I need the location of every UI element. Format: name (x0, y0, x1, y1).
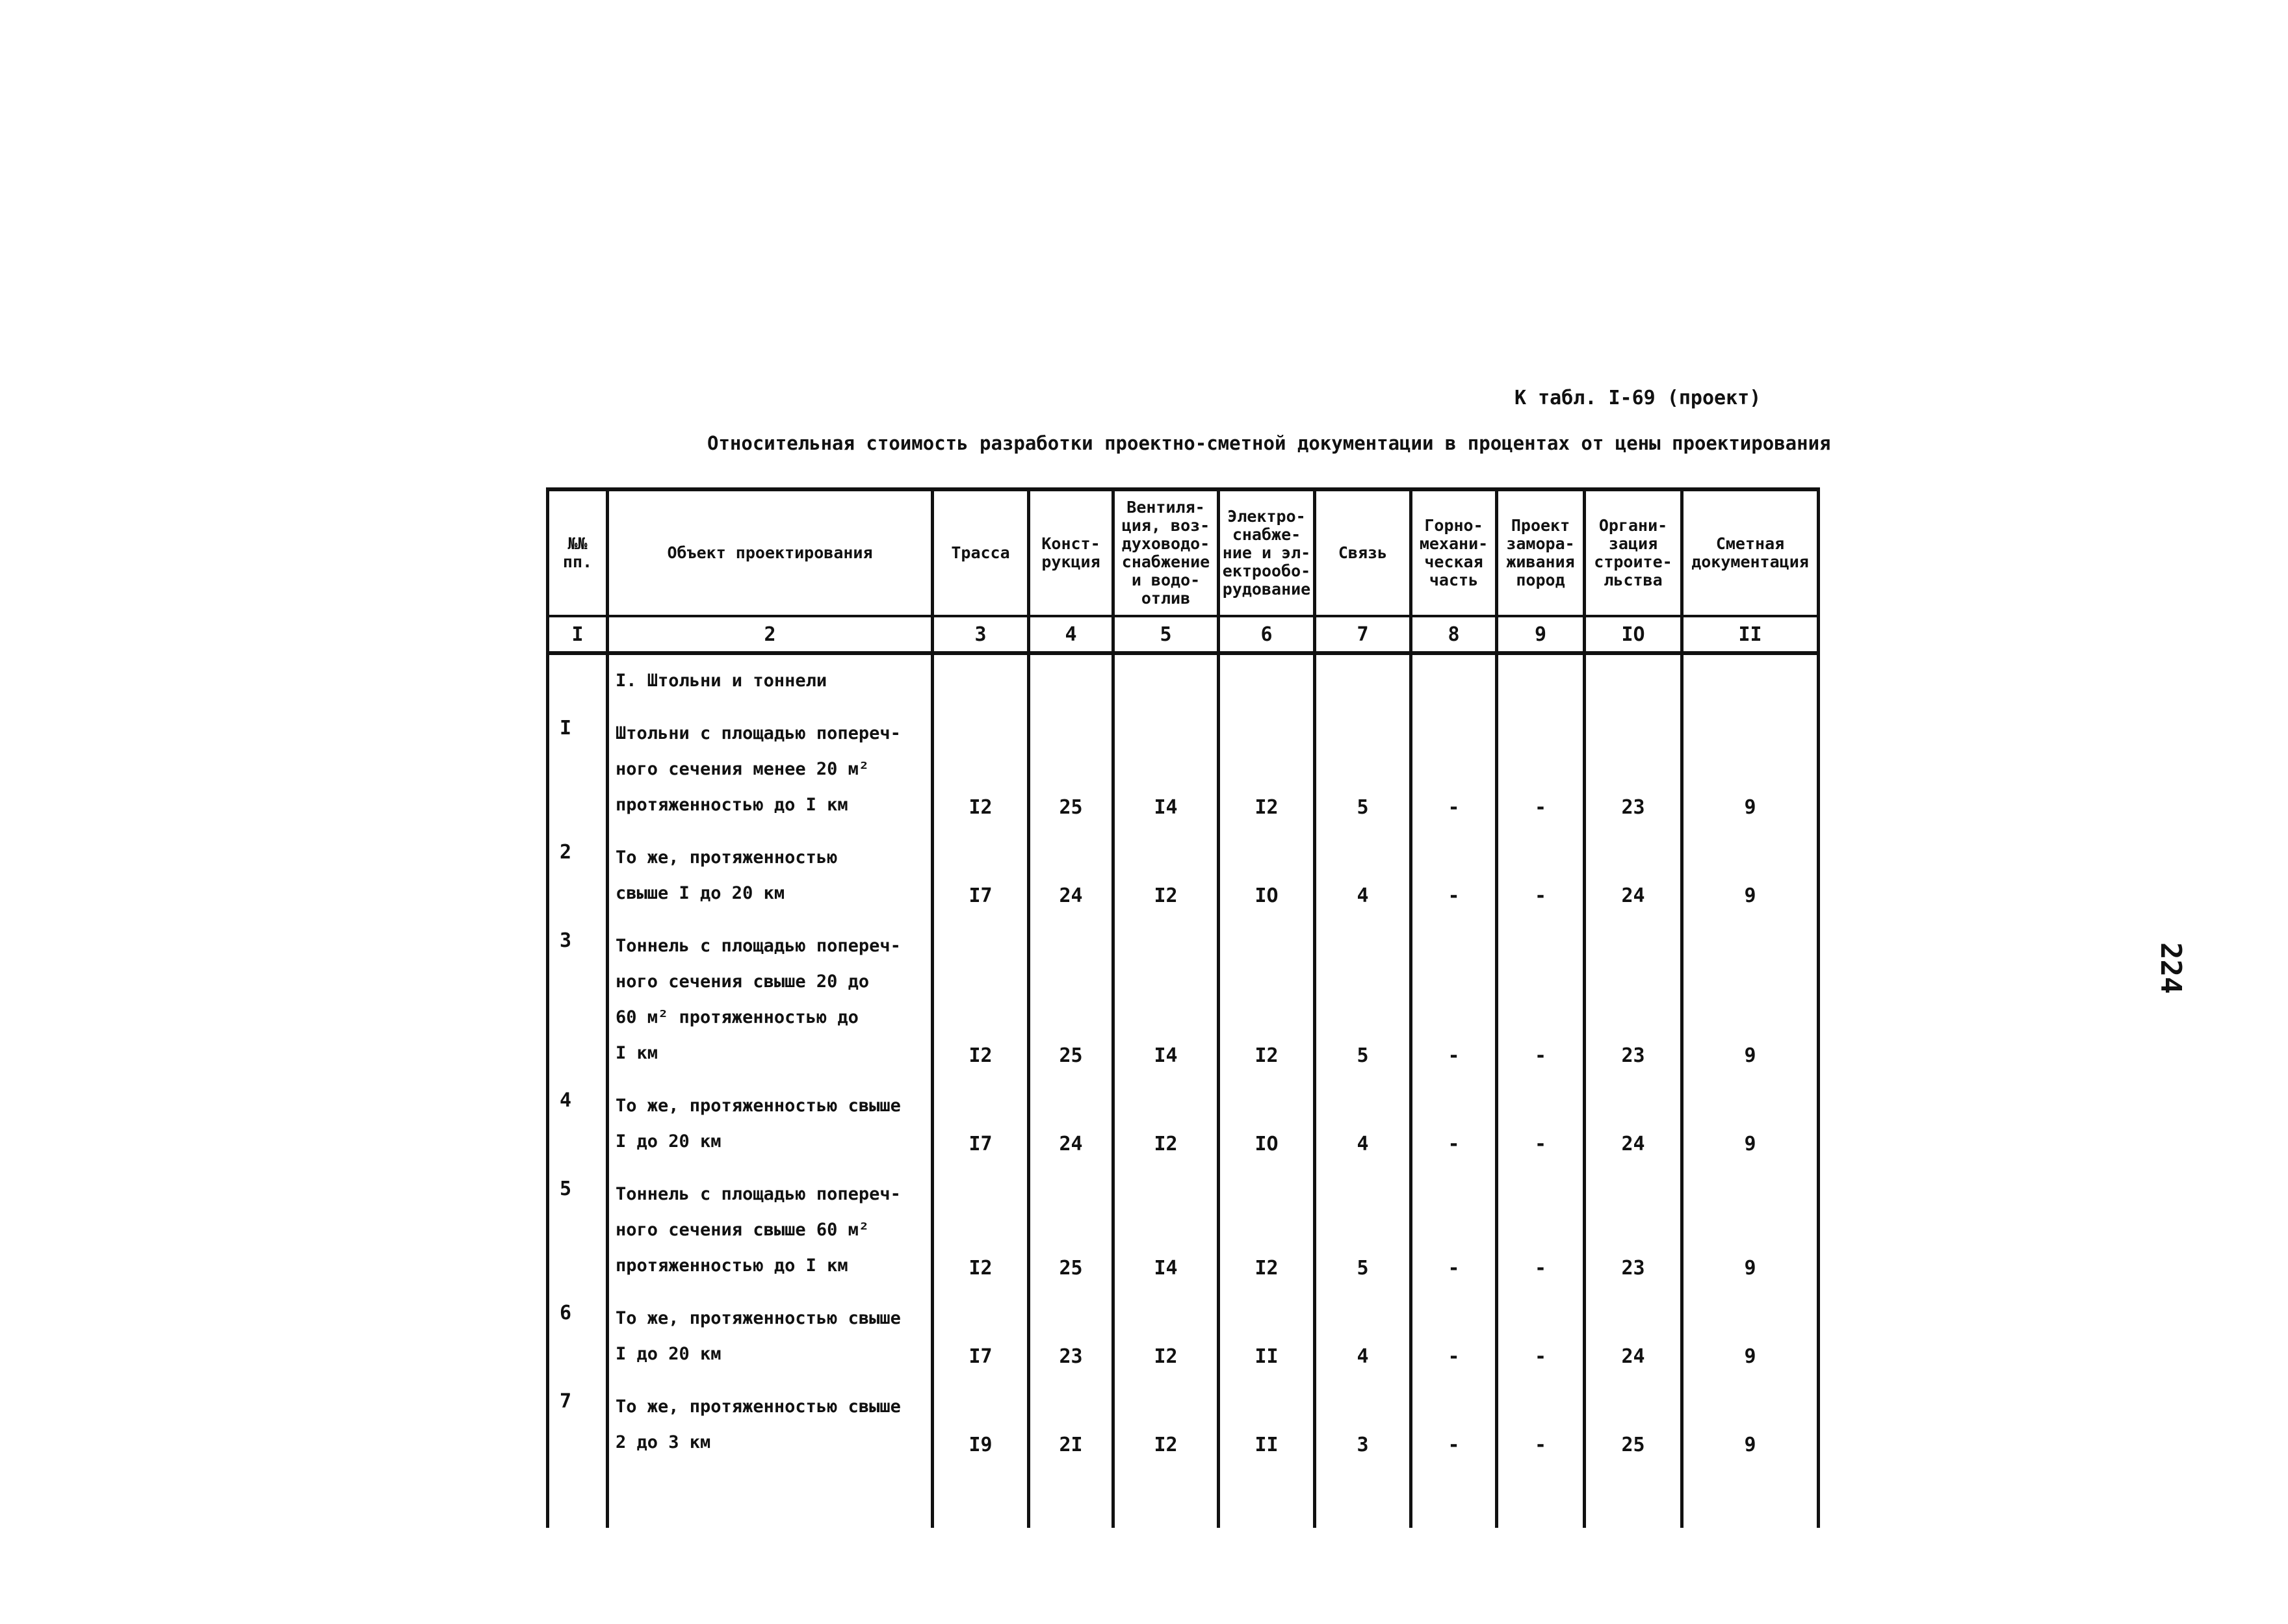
column-number-row (548, 616, 1819, 653)
value-cell: I2 (1113, 1080, 1219, 1168)
object-cell (608, 1293, 933, 1381)
value-cell: I2 (933, 920, 1029, 1080)
object-line: 60 м² протяженностью до (616, 1007, 859, 1027)
value-cell: II (1219, 1381, 1315, 1469)
value-cell: - (1411, 1168, 1497, 1293)
value-cell: 23 (1585, 708, 1682, 832)
column-number: II (1682, 616, 1819, 653)
value-cell: IO (1219, 832, 1315, 920)
header-cell: Электро-снабже-ние и эл-ектрообо-рудование (1219, 489, 1315, 616)
object-line: Тоннель с площадью попереч- (616, 1184, 901, 1204)
value-cell: 2I (1029, 1381, 1113, 1469)
value-cell: - (1411, 920, 1497, 1080)
value-cell: I7 (933, 1293, 1029, 1381)
value-cell: 25 (1585, 1381, 1682, 1469)
row-number: 2 (548, 832, 608, 920)
column-number: 7 (1315, 616, 1411, 653)
value-cell: I7 (933, 832, 1029, 920)
object-line: протяженностью до I км (616, 795, 848, 815)
value-cell: 9 (1682, 832, 1819, 920)
table-row (548, 1293, 1819, 1381)
column-number: IO (1585, 616, 1682, 653)
object-line: ного сечения свыше 60 м² (616, 1220, 870, 1240)
table-row (548, 920, 1819, 1080)
column-number: 2 (608, 616, 933, 653)
object-line: Тоннель с площадью попереч- (616, 936, 901, 956)
object-line: протяженностью до I км (616, 1256, 848, 1276)
table-row (548, 708, 1819, 832)
value-cell: I2 (933, 1168, 1029, 1293)
value-cell: I4 (1113, 708, 1219, 832)
value-cell: - (1497, 708, 1585, 832)
value-cell: 25 (1029, 708, 1113, 832)
value-cell: I9 (933, 1381, 1029, 1469)
value-cell: - (1497, 832, 1585, 920)
object-cell (608, 832, 933, 920)
value-cell: 4 (1315, 1293, 1411, 1381)
value-cell: - (1497, 1381, 1585, 1469)
object-line: I км (616, 1043, 658, 1063)
header-cell: Сметная документация (1682, 489, 1819, 616)
table-row (548, 1381, 1819, 1469)
value-cell: - (1497, 920, 1585, 1080)
header-cell: Объект проектирования (608, 489, 933, 616)
row-number: 3 (548, 920, 608, 1080)
row-number: 7 (548, 1381, 608, 1469)
value-cell: 9 (1682, 708, 1819, 832)
value-cell: 9 (1682, 920, 1819, 1080)
header-row (548, 489, 1819, 616)
table-row (548, 832, 1819, 920)
object-line: То же, протяженностью свыше (616, 1308, 901, 1328)
value-cell: 23 (1585, 920, 1682, 1080)
value-cell: I2 (1219, 708, 1315, 832)
column-number: I (548, 616, 608, 653)
object-line: ного сечения менее 20 м² (616, 759, 870, 779)
value-cell: I4 (1113, 920, 1219, 1080)
object-line: ного сечения свыше 20 до (616, 972, 870, 992)
cost-table (546, 487, 1820, 1528)
value-cell: 24 (1585, 832, 1682, 920)
page-number: 224 (2154, 942, 2187, 994)
header-cell: Органи-зация строите-льства (1585, 489, 1682, 616)
value-cell: 25 (1029, 1168, 1113, 1293)
row-number: 4 (548, 1080, 608, 1168)
value-cell: 23 (1585, 1168, 1682, 1293)
value-cell: - (1411, 1381, 1497, 1469)
value-cell: I2 (1219, 920, 1315, 1080)
column-number: 6 (1219, 616, 1315, 653)
value-cell: 24 (1585, 1293, 1682, 1381)
value-cell: 24 (1029, 832, 1113, 920)
value-cell: 3 (1315, 1381, 1411, 1469)
column-number: 9 (1497, 616, 1585, 653)
row-number: 6 (548, 1293, 608, 1381)
value-cell: - (1411, 1293, 1497, 1381)
value-cell: I2 (1219, 1168, 1315, 1293)
table-row (548, 1168, 1819, 1293)
object-line: I до 20 км (616, 1131, 722, 1152)
value-cell: - (1411, 708, 1497, 832)
object-line: Штольни с площадью попереч- (616, 723, 901, 743)
header-cell: Горно-механи-ческая часть (1411, 489, 1497, 616)
value-cell: 25 (1029, 920, 1113, 1080)
row-number: I (548, 708, 608, 832)
header-cell: Конст-рукция (1029, 489, 1113, 616)
header-cell: Трасса (933, 489, 1029, 616)
section-title: I. Штольни и тоннели (608, 653, 933, 708)
value-cell: 9 (1682, 1293, 1819, 1381)
value-cell: 4 (1315, 1080, 1411, 1168)
value-cell: 9 (1682, 1381, 1819, 1469)
object-line: свыше I до 20 км (616, 883, 785, 903)
table-reference: К табл. I-69 (проект) (1514, 387, 1762, 409)
object-cell (608, 1381, 933, 1469)
object-cell (608, 920, 933, 1080)
value-cell: I2 (1113, 832, 1219, 920)
value-cell: 9 (1682, 1080, 1819, 1168)
value-cell: 24 (1029, 1080, 1113, 1168)
object-line: То же, протяженностью свыше (616, 1096, 901, 1116)
object-cell (608, 1168, 933, 1293)
object-line: То же, протяженностью (616, 847, 838, 868)
value-cell: - (1411, 1080, 1497, 1168)
row-number: 5 (548, 1168, 608, 1293)
value-cell: 9 (1682, 1168, 1819, 1293)
object-line: I до 20 км (616, 1344, 722, 1364)
column-number: 8 (1411, 616, 1497, 653)
value-cell: - (1411, 832, 1497, 920)
table-row (548, 1080, 1819, 1168)
column-number: 3 (933, 616, 1029, 653)
header-cell: Связь (1315, 489, 1411, 616)
value-cell: IO (1219, 1080, 1315, 1168)
column-number: 4 (1029, 616, 1113, 653)
value-cell: I2 (1113, 1293, 1219, 1381)
object-line: 2 до 3 км (616, 1432, 711, 1452)
table-caption: Относительная стоимость разработки проектно-сметной документации в процентах от цены проектирования (707, 432, 1831, 454)
object-cell (608, 708, 933, 832)
header-cell: Проект замора-живания пород (1497, 489, 1585, 616)
section-row (548, 653, 1819, 708)
value-cell: - (1497, 1168, 1585, 1293)
value-cell: - (1497, 1080, 1585, 1168)
table-tail-row (548, 1469, 1819, 1528)
value-cell: I2 (1113, 1381, 1219, 1469)
value-cell: 5 (1315, 708, 1411, 832)
value-cell: I4 (1113, 1168, 1219, 1293)
header-cell: №№ пп. (548, 489, 608, 616)
value-cell: 5 (1315, 920, 1411, 1080)
value-cell: 4 (1315, 832, 1411, 920)
value-cell: 24 (1585, 1080, 1682, 1168)
object-cell (608, 1080, 933, 1168)
value-cell: 5 (1315, 1168, 1411, 1293)
column-number: 5 (1113, 616, 1219, 653)
value-cell: - (1497, 1293, 1585, 1381)
value-cell: I2 (933, 708, 1029, 832)
value-cell: I7 (933, 1080, 1029, 1168)
value-cell: II (1219, 1293, 1315, 1381)
value-cell: 23 (1029, 1293, 1113, 1381)
object-line: То же, протяженностью свыше (616, 1397, 901, 1417)
header-cell: Вентиля-ция, воз-духоводо-снабжение и водо-отлив (1113, 489, 1219, 616)
